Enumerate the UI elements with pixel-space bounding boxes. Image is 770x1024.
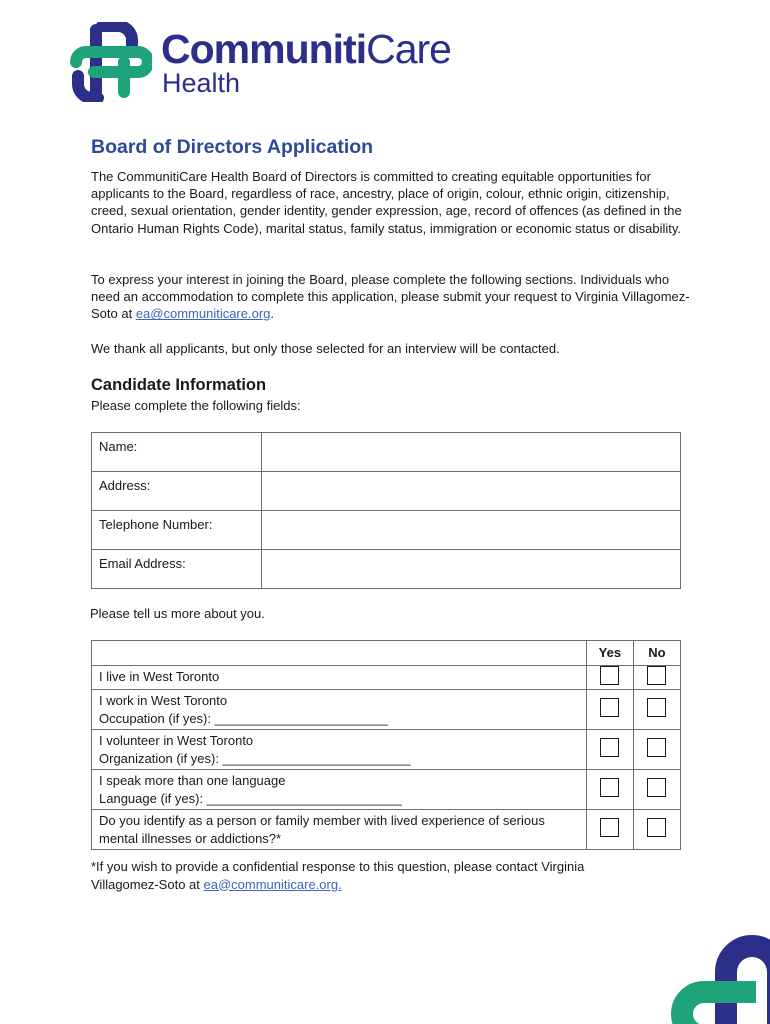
telephone-field[interactable] <box>262 511 681 550</box>
question-header <box>92 641 587 666</box>
no-checkbox[interactable] <box>647 698 666 717</box>
table-row <box>92 730 681 770</box>
table-row <box>92 810 681 850</box>
table-row <box>92 511 681 550</box>
brand-logo <box>68 22 468 102</box>
yes-checkbox[interactable] <box>600 778 619 797</box>
candidate-info-heading: Candidate Information <box>91 376 267 394</box>
table-row <box>92 770 681 810</box>
table-row <box>92 690 681 730</box>
table-row <box>92 665 681 690</box>
no-checkbox[interactable] <box>647 818 666 837</box>
email-field[interactable] <box>262 550 681 589</box>
intro-paragraph-equity: The CommunitiCare Health Board of Directors is committed to creating equitable opportunities for applicants to the Board, regardless of race, ancestry, place of origin, colour, ethnic origin, citizenship, creed, sexual orientation, gender identity, gender expression, age, record of offences (as defined in the Ontario Human Rights Code), marital status, family status, immigration or economic status or disability. <box>91 169 682 236</box>
intro-paragraph-instructions: To express your interest in joining the Board, please complete the following sections. Individuals who need an accommodation to complete this application, please submit your request to Virginia Villagomez-Soto at ea@communiticare.org. <box>91 272 690 322</box>
no-checkbox[interactable] <box>647 778 666 797</box>
brand-subname: Health <box>162 68 241 98</box>
yes-checkbox[interactable] <box>600 698 619 717</box>
intro-paragraph-thanks: We thank all applicants, but only those selected for an interview will be contacted. <box>91 341 560 356</box>
yes-header: Yes <box>586 641 633 666</box>
field-label: Address: <box>92 472 262 511</box>
page-title: Board of Directors Application <box>91 136 374 158</box>
no-checkbox[interactable] <box>647 738 666 757</box>
table-row <box>92 472 681 511</box>
footnote-email-link[interactable]: ea@communiticare.org. <box>203 876 342 892</box>
logo-mark-icon <box>68 22 152 102</box>
yes-checkbox[interactable] <box>600 666 619 685</box>
table-header-row <box>92 641 681 666</box>
candidate-info-subheading: Please complete the following fields: <box>91 398 301 413</box>
yes-checkbox[interactable] <box>600 738 619 757</box>
question-cell: Do you identify as a person or family member with lived experience of serious mental illnesses or addictions?* <box>92 810 587 850</box>
no-header: No <box>633 641 680 666</box>
candidate-info-table <box>91 432 681 589</box>
brand-name: CommunitiCare <box>161 26 451 72</box>
email-link[interactable]: ea@communiticare.org <box>135 306 271 322</box>
question-cell: I live in West Toronto <box>92 665 587 690</box>
field-label: Name: <box>92 433 262 472</box>
field-label: Telephone Number: <box>92 511 262 550</box>
question-cell: I volunteer in West Toronto Organization (if yes): __________________________ <box>92 730 587 770</box>
footnote: *If you wish to provide a confidential response to this question, please contact Virginia Villagomez-Soto at ea@communiticare.org. <box>91 859 585 892</box>
name-field[interactable] <box>262 433 681 472</box>
question-cell: I work in West Toronto Occupation (if yes): ________________________ <box>92 690 587 730</box>
yes-checkbox[interactable] <box>600 818 619 837</box>
no-checkbox[interactable] <box>647 666 666 685</box>
table-row <box>92 433 681 472</box>
table-row <box>92 550 681 589</box>
question-cell: I speak more than one language Language (if yes): ___________________________ <box>92 770 587 810</box>
field-label: Email Address: <box>92 550 262 589</box>
address-field[interactable] <box>262 472 681 511</box>
about-you-table <box>91 640 681 850</box>
about-prompt: Please tell us more about you. <box>90 606 265 621</box>
corner-logo-mark-icon <box>670 920 770 1024</box>
